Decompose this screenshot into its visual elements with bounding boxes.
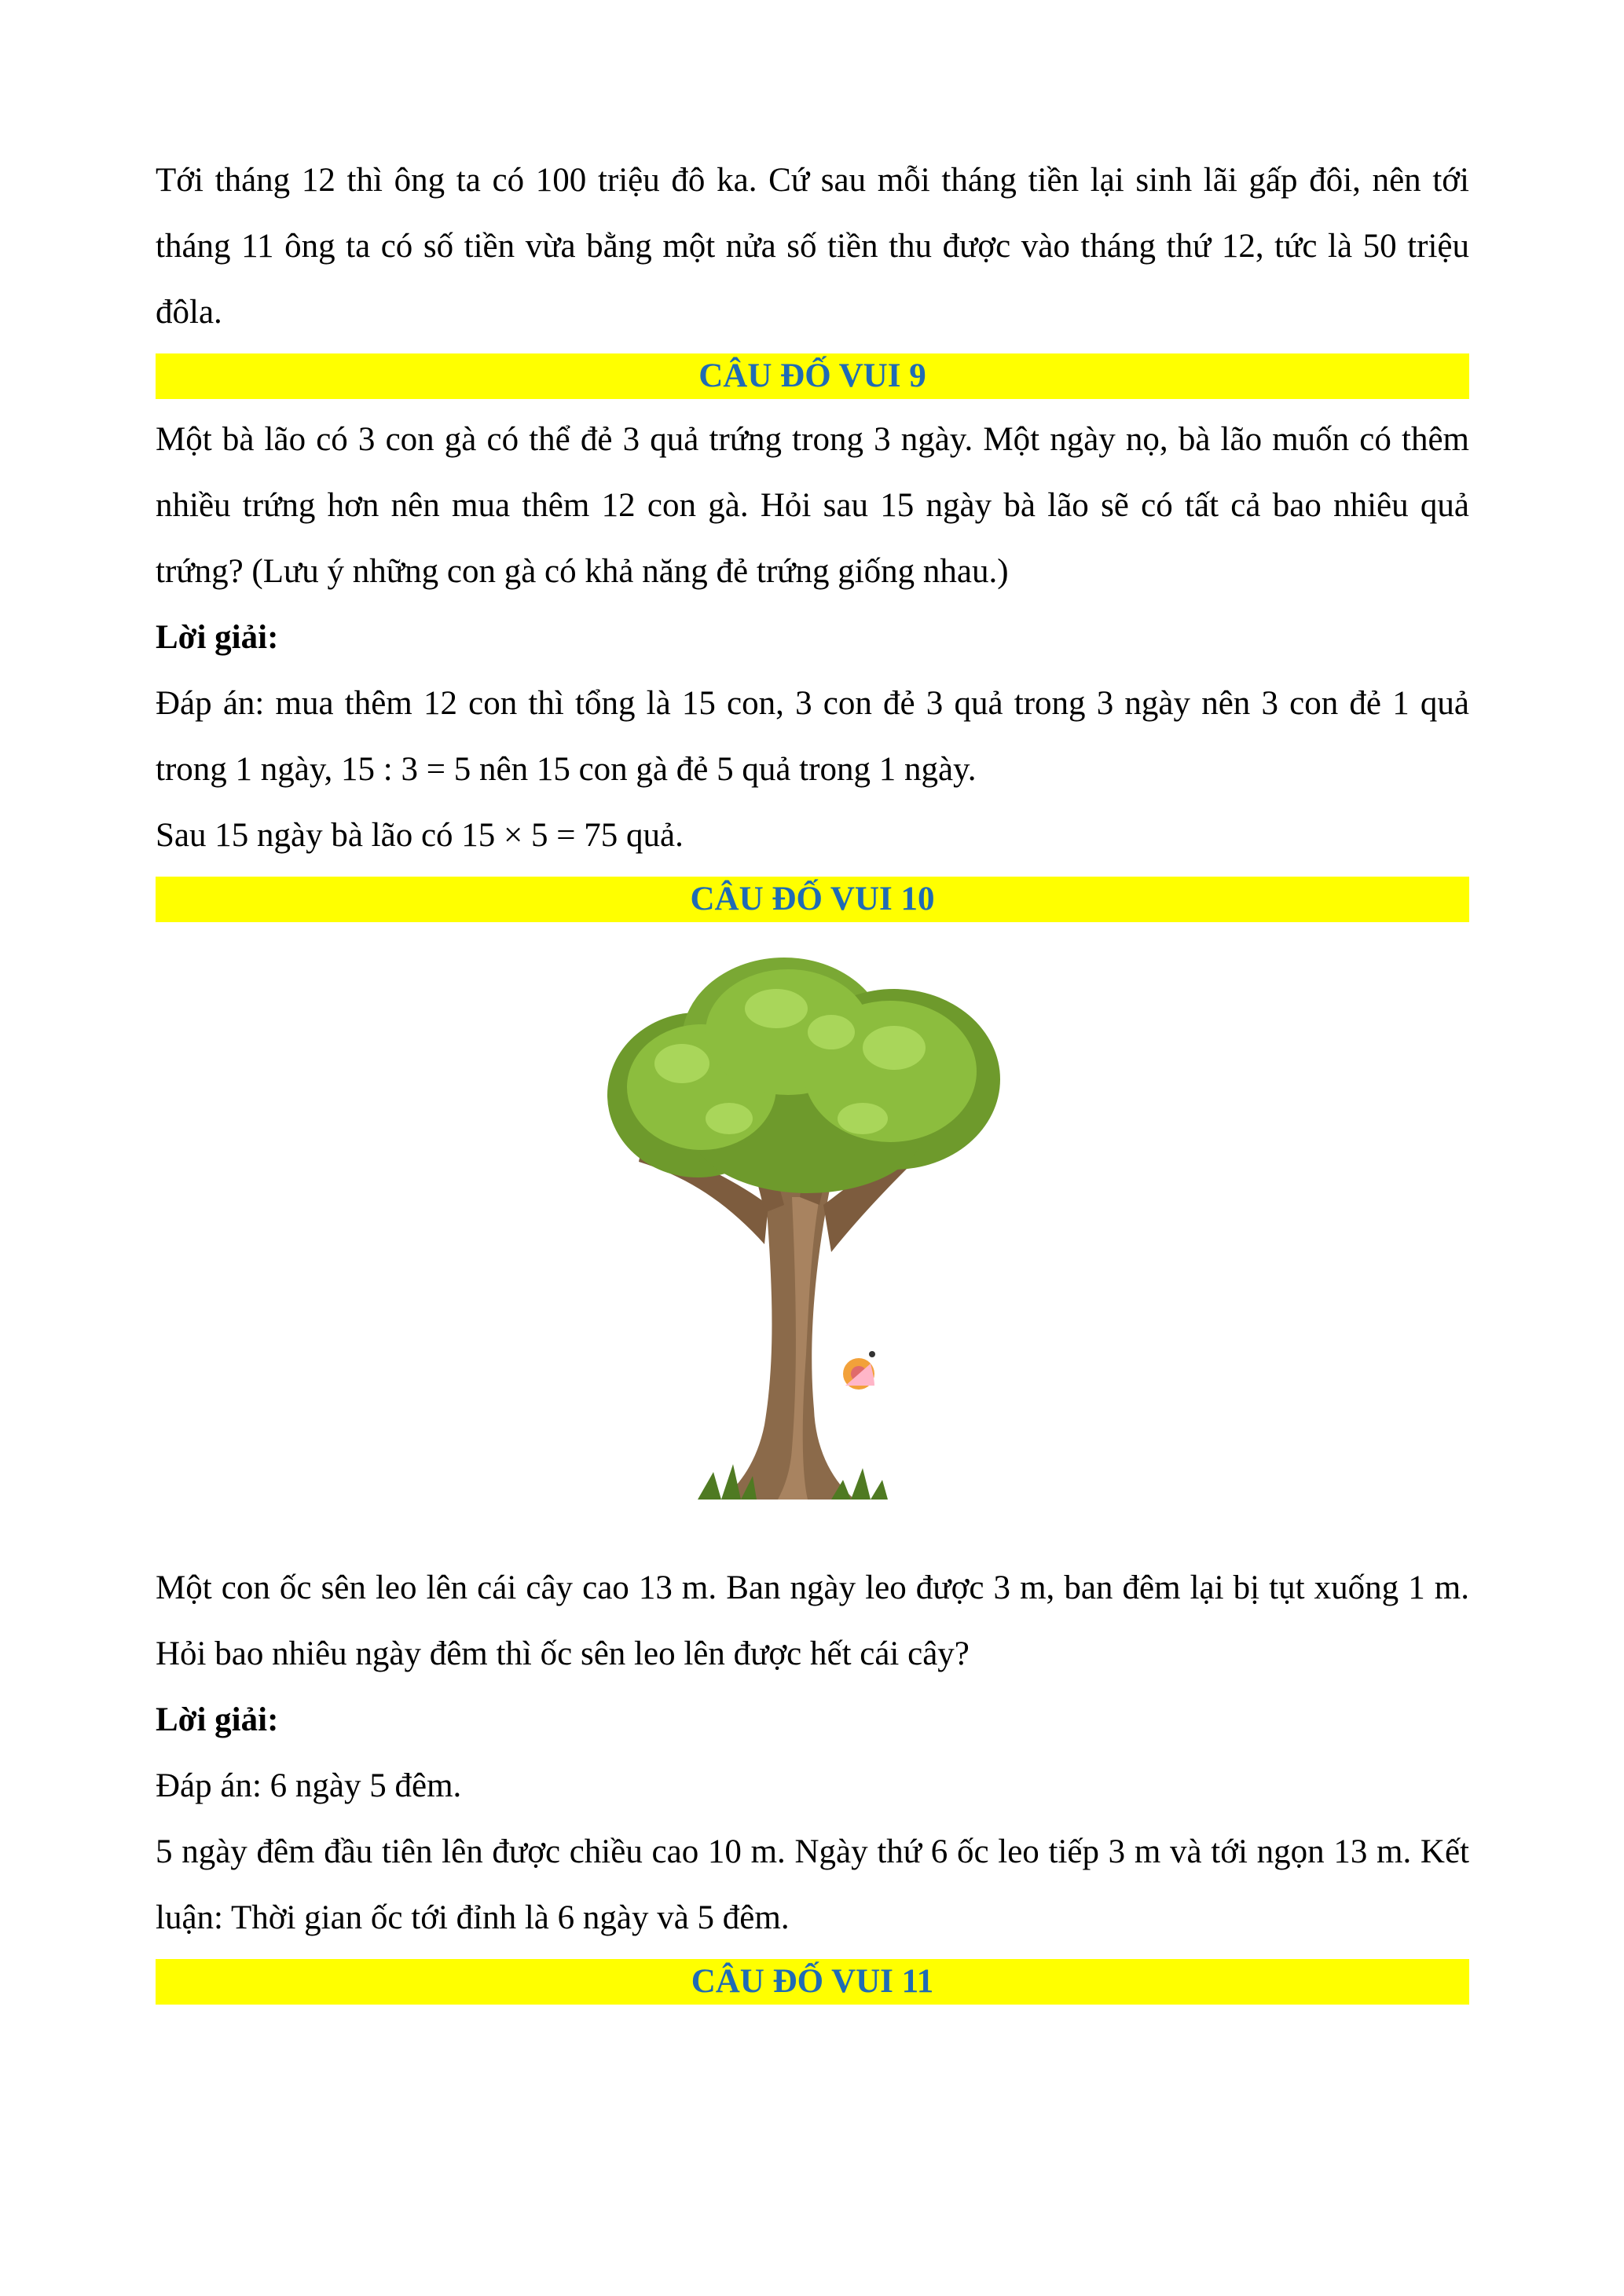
puzzle-9-solution-label: Lời giải: <box>156 619 279 656</box>
puzzle-9-banner <box>156 353 1469 399</box>
puzzle-10-explanation: 5 ngày đêm đầu tiên lên được chiều cao 10 m. Ngày thứ 6 ốc leo tiếp 3 m và tới ngọn 13 m. Kết luận: Thời gian ốc tới đỉnh là 6 ngày và 5 đêm. <box>156 1833 1469 1936</box>
tree-with-snail-icon <box>596 946 1036 1527</box>
puzzle-10-question: Một con ốc sên leo lên cái cây cao 13 m. Ban ngày leo được 3 m, ban đêm lại bị tụt xuống 1 m. Hỏi bao nhiêu ngày đêm thì ốc sên leo lên được hết cái cây? <box>156 1569 1469 1672</box>
puzzle-9-conclusion: Sau 15 ngày bà lão có 15 × 5 = 75 quả. <box>156 817 684 854</box>
puzzle-10-answer: Đáp án: 6 ngày 5 đêm. <box>156 1767 462 1804</box>
tree-figure <box>156 930 1469 1555</box>
puzzle-10-solution-label: Lời giải: <box>156 1701 279 1738</box>
intro-paragraph: Tới tháng 12 thì ông ta có 100 triệu đô ka. Cứ sau mỗi tháng tiền lại sinh lãi gấp đôi, nên tới tháng 11 ông ta có số tiền vừa bằng một nửa số tiền thu được vào tháng thứ 12, tức là 50 triệu đôla. <box>156 162 1469 331</box>
puzzle-10-banner <box>156 877 1469 922</box>
puzzle-9-answer: Đáp án: mua thêm 12 con thì tổng là 15 con, 3 con đẻ 3 quả trong 3 ngày nên 3 con đẻ 1 quả trong 1 ngày, 15 : 3 = 5 nên 15 con gà đẻ 5 quả trong 1 ngày. <box>156 685 1469 788</box>
puzzle-9-question: Một bà lão có 3 con gà có thể đẻ 3 quả trứng trong 3 ngày. Một ngày nọ, bà lão muốn có thêm nhiều trứng hơn nên mua thêm 12 con gà. Hỏi sau 15 ngày bà lão sẽ có tất cả bao nhiêu quả trứng? (Lưu ý những con gà có khả năng đẻ trứng giống nhau.) <box>156 421 1469 590</box>
document-page <box>156 148 1469 2012</box>
puzzle-11-banner <box>156 1959 1469 2005</box>
puzzle-11-heading: CÂU ĐỐ VUI 11 <box>691 1963 934 2000</box>
puzzle-10-heading: CÂU ĐỐ VUI 10 <box>690 881 935 917</box>
puzzle-9-heading: CÂU ĐỐ VUI 9 <box>698 357 926 394</box>
